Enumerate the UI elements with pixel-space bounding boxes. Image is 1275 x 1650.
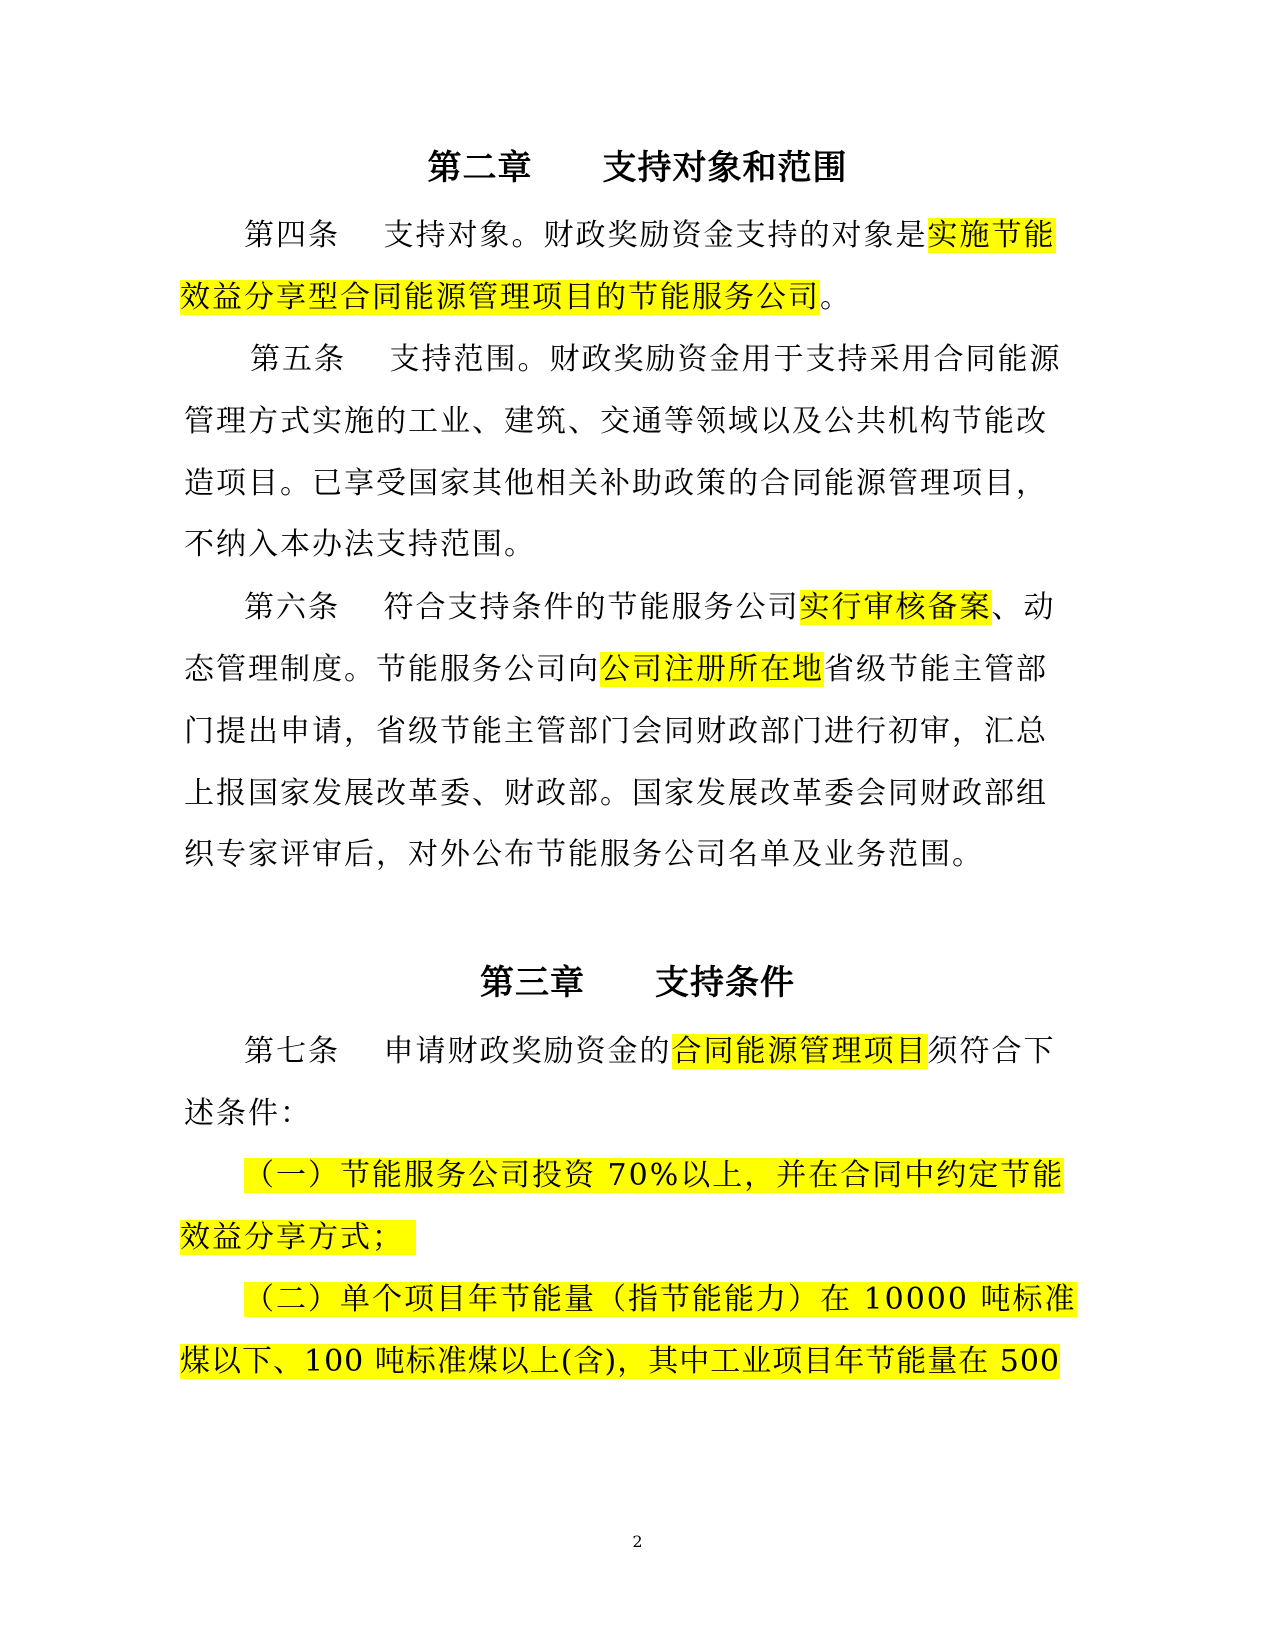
article-7-text: 第七条 申请财政奖励资金的 <box>244 1034 672 1069</box>
article-6-line-4: 上报国家发展改革委、财政部。国家发展改革委会同财政部组 <box>184 776 1048 811</box>
article-7-line-1 <box>244 1030 1056 1074</box>
item-1-line-2 <box>180 1216 416 1260</box>
chapter-2-heading: 第二章 支持对象和范围 <box>427 148 848 188</box>
article-6-line-1 <box>244 586 1056 630</box>
highlight-item-2-cont: 煤以下、100 吨标准煤以上(含)，其中工业项目年节能量在 500 <box>180 1344 1061 1379</box>
article-5-line-4: 不纳入本办法支持范围。 <box>184 527 536 562</box>
article-6-line-3: 门提出申请，省级节能主管部门会同财政部门进行初审，汇总 <box>184 714 1048 749</box>
article-6-line-2 <box>184 648 1048 692</box>
highlight-review-filing: 实行审核备案 <box>799 590 992 625</box>
highlight-item-1-cont: 效益分享方式； <box>180 1220 416 1255</box>
article-5-line-2: 管理方式实施的工业、建筑、交通等领域以及公共机构节能改 <box>184 404 1048 439</box>
highlight-registration-place: 公司注册所在地 <box>600 652 824 687</box>
article-7-text-cont: 须符合下 <box>927 1034 1056 1069</box>
article-4-line-1 <box>244 214 1056 258</box>
item-1-line-1 <box>244 1154 1064 1198</box>
article-6-line-2-text-cont: 省级节能主管部 <box>824 652 1048 687</box>
article-6-line-2-text: 态管理制度。节能服务公司向 <box>184 652 600 687</box>
article-7-line-2: 述条件： <box>184 1096 312 1131</box>
article-5-line-3: 造项目。已享受国家其他相关补助政策的合同能源管理项目， <box>184 466 1048 501</box>
article-4-text: 第四条 支持对象。财政奖励资金支持的对象是 <box>244 218 928 253</box>
item-2-line-1 <box>244 1278 1077 1322</box>
article-6-text-cont: 、动 <box>991 590 1056 625</box>
chapter-3-heading: 第三章 支持条件 <box>480 963 795 1003</box>
highlight-item-2: （二）单个项目年节能量（指节能能力）在 10000 吨标准 <box>244 1282 1077 1317</box>
item-2-line-2 <box>180 1340 1060 1384</box>
highlight-support-target-cont: 效益分享型合同能源管理项目的节能服务公司 <box>180 280 820 315</box>
article-6-text: 第六条 符合支持条件的节能服务公司 <box>244 590 800 625</box>
article-4-line-2 <box>180 276 852 320</box>
article-6-line-5: 织专家评审后，对外公布节能服务公司名单及业务范围。 <box>184 837 984 872</box>
article-5-line-1: 第五条 支持范围。财政奖励资金用于支持采用合同能源 <box>250 342 1062 377</box>
highlight-support-target: 实施节能 <box>927 218 1056 253</box>
highlight-emc-project: 合同能源管理项目 <box>671 1034 928 1069</box>
page-number: 2 <box>632 1532 643 1551</box>
highlight-item-1: （一）节能服务公司投资 70%以上，并在合同中约定节能 <box>244 1158 1065 1193</box>
article-4-period: 。 <box>820 280 852 315</box>
